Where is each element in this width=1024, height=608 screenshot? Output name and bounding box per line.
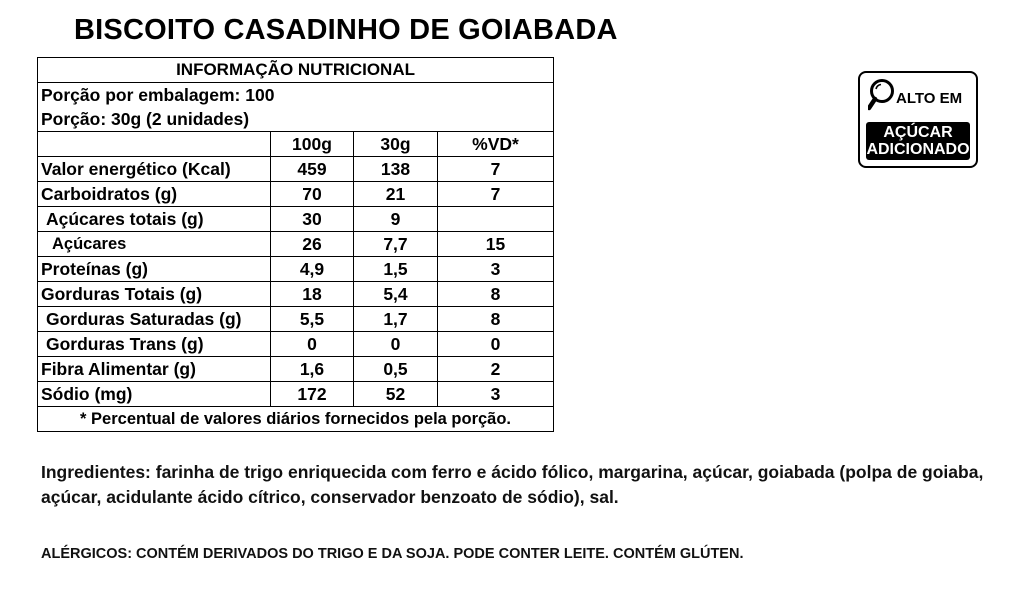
portion-row bbox=[38, 107, 554, 132]
value-vd: 0 bbox=[438, 332, 554, 357]
row-label: Açúcares totais (g) bbox=[38, 207, 271, 232]
high-sugar-warning-badge bbox=[858, 71, 978, 168]
badge-line-2: ADICIONADO bbox=[866, 140, 970, 158]
value-30g: 52 bbox=[354, 382, 438, 407]
row-label: Proteínas (g) bbox=[38, 257, 271, 282]
table-row bbox=[38, 332, 554, 357]
value-100g: 172 bbox=[271, 382, 354, 407]
table-header-row bbox=[38, 58, 554, 83]
ingredients-text: Ingredientes: farinha de trigo enriquecida com ferro e ácido fólico, margarina, açúcar, goiabada (polpa de goiaba, açúcar, acidulante ácido cítrico, conservador benzoato de sódio), sal. bbox=[41, 462, 984, 507]
value-100g: 459 bbox=[271, 157, 354, 182]
allergens-text: ALÉRGICOS: CONTÉM DERIVADOS DO TRIGO E DA SOJA. PODE CONTER LEITE. CONTÉM GLÚTEN. bbox=[41, 546, 744, 562]
product-title: BISCOITO CASADINHO DE GOIABADA bbox=[74, 14, 618, 46]
value-30g: 0,5 bbox=[354, 357, 438, 382]
value-100g: 18 bbox=[271, 282, 354, 307]
row-label: Açúcares bbox=[38, 232, 271, 257]
value-vd: 3 bbox=[438, 382, 554, 407]
value-100g: 4,9 bbox=[271, 257, 354, 282]
table-row bbox=[38, 382, 554, 407]
value-30g: 5,4 bbox=[354, 282, 438, 307]
value-100g: 0 bbox=[271, 332, 354, 357]
table-row bbox=[38, 232, 554, 257]
column-header-100g: 100g bbox=[271, 132, 354, 157]
table-row bbox=[38, 207, 554, 232]
value-vd: 2 bbox=[438, 357, 554, 382]
footnote-row bbox=[38, 407, 554, 432]
value-vd: 3 bbox=[438, 257, 554, 282]
value-30g: 7,7 bbox=[354, 232, 438, 257]
value-vd: 15 bbox=[438, 232, 554, 257]
value-100g: 30 bbox=[271, 207, 354, 232]
row-label: Gorduras Saturadas (g) bbox=[38, 307, 271, 332]
value-30g: 9 bbox=[354, 207, 438, 232]
column-header-row bbox=[38, 132, 554, 157]
badge-line-1: AÇÚCAR bbox=[883, 124, 953, 141]
table-header: INFORMAÇÃO NUTRICIONAL bbox=[38, 58, 554, 83]
row-label: Valor energético (Kcal) bbox=[38, 157, 271, 182]
value-100g: 5,5 bbox=[271, 307, 354, 332]
table-row bbox=[38, 357, 554, 382]
value-100g: 1,6 bbox=[271, 357, 354, 382]
portion-size: Porção: 30g (2 unidades) bbox=[38, 107, 554, 132]
row-label: Gorduras Trans (g) bbox=[38, 332, 271, 357]
value-30g: 138 bbox=[354, 157, 438, 182]
column-header-30g: 30g bbox=[354, 132, 438, 157]
column-header-vd: %VD* bbox=[438, 132, 554, 157]
row-label: Gorduras Totais (g) bbox=[38, 282, 271, 307]
empty-header-cell bbox=[38, 132, 271, 157]
footnote: * Percentual de valores diários fornecidos pela porção. bbox=[38, 407, 554, 432]
value-100g: 70 bbox=[271, 182, 354, 207]
table-row bbox=[38, 157, 554, 182]
row-label: Carboidratos (g) bbox=[38, 182, 271, 207]
row-label: Fibra Alimentar (g) bbox=[38, 357, 271, 382]
value-30g: 21 bbox=[354, 182, 438, 207]
badge-top-text: ALTO EM bbox=[896, 90, 963, 107]
portions-per-package: Porção por embalagem: 100 bbox=[38, 83, 554, 108]
portions-row bbox=[38, 83, 554, 108]
table-row bbox=[38, 282, 554, 307]
nutrition-table bbox=[37, 57, 554, 432]
table-row bbox=[38, 307, 554, 332]
badge-dark-panel bbox=[866, 122, 970, 160]
row-label: Sódio (mg) bbox=[38, 382, 271, 407]
value-vd: 8 bbox=[438, 307, 554, 332]
value-vd: 7 bbox=[438, 182, 554, 207]
value-vd: 7 bbox=[438, 157, 554, 182]
table-row bbox=[38, 182, 554, 207]
value-vd bbox=[438, 207, 554, 232]
value-30g: 0 bbox=[354, 332, 438, 357]
value-30g: 1,7 bbox=[354, 307, 438, 332]
value-30g: 1,5 bbox=[354, 257, 438, 282]
table-row bbox=[38, 257, 554, 282]
value-vd: 8 bbox=[438, 282, 554, 307]
value-100g: 26 bbox=[271, 232, 354, 257]
